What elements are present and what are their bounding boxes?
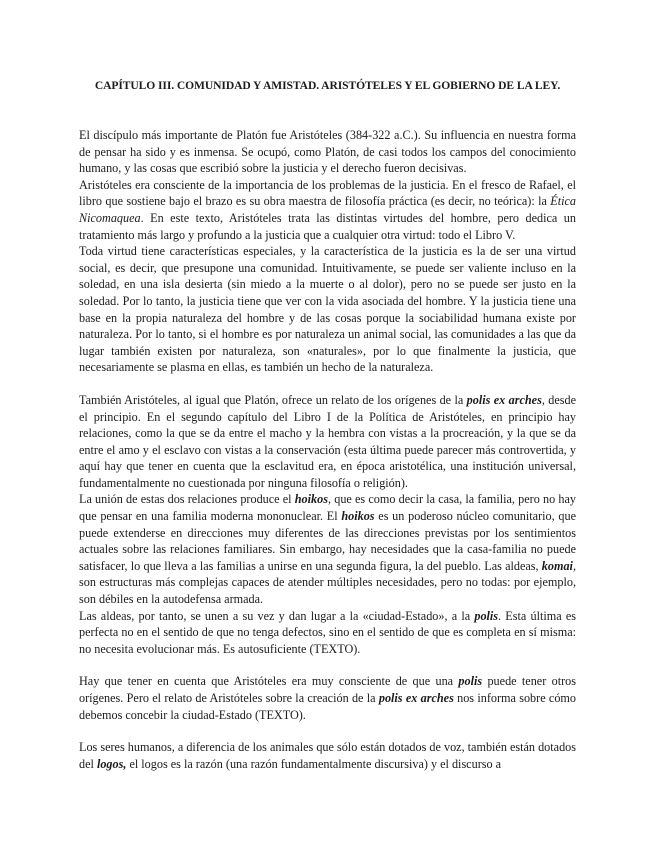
- paragraph-spacer: [79, 723, 576, 739]
- paragraph: Toda virtud tiene características especiales, y la característica de la justicia es la de ser una virtud social, es decir, que presupone una comunidad. Intuitivamente, se puede ser valiente incluso en la soledad, en una isla desierta (sin miedo a la muerte o al dolor), pero no se puede ser justo en la soledad. Por lo tanto, la justicia tiene que ver con la vida asociada del hombre. Y la justicia tiene una base en la propia naturaleza del hombre y de las cosas porque la sociabilidad humana existe por naturaleza. Por lo tanto, si el hombre es por naturaleza un animal social, las comunidades a las que da lugar también existen por naturaleza, son «naturales», por lo que finalmente la justicia, que necesariamente se plasma en ellas, es también un hecho de la naturaleza.: [79, 244, 576, 375]
- paragraph: También Aristóteles, al igual que Platón, ofrece un relato de los orígenes de la polis ex arches, desde el principio. En el segundo capítulo del Libro I de la Política de Aristóteles, en principio hay relaciones, como la que se da entre el macho y la hembra con vistas a la procreación, y la que se da entre el amo y el esclavo con vistas a la conservación (esta última puede parecer más controvertida, y aquí hay que tener en cuenta que la esclavitud era, en época aristotélica, una institución universal, fundamentalmente no cuestionada por ninguna filosofía o religión).: [79, 392, 577, 490]
- paragraph-spacer: [79, 376, 576, 392]
- paragraph: Las aldeas, por tanto, se unen a su vez y dan lugar a la «ciudad-Estado», a la polis. Esta última es perfecta no en el sentido de que no tenga defectos, sino en el sentido de que es completa en sí misma: no necesita evolucionar más. Es autosuficiente (TEXTO).: [79, 608, 576, 656]
- paragraph: Los seres humanos, a diferencia de los animales que sólo están dotados de voz, también están dotados del logos, el logos es la razón (una razón fundamentalmente discursiva) y el discurso a: [79, 740, 576, 771]
- document-body: [79, 127, 576, 772]
- paragraph-spacer: [79, 657, 576, 673]
- emphasis-term: hoikos: [341, 509, 375, 524]
- paragraph: El discípulo más importante de Platón fue Aristóteles (384-322 a.C.). Su influencia en nuestra forma de pensar ha sido y es inmensa. Se ocupó, como Platón, de casi todos los campos del conocimiento humano, y las cosas que escribió sobre la justicia y el derecho fueron decisivas.: [79, 128, 576, 176]
- paragraph: Aristóteles era consciente de la importancia de los problemas de la justicia. En el fresco de Rafael, el libro que sostiene bajo el brazo es su obra maestra de filosofía práctica (es decir, no teórica): la Ética Nicomaquea. En este texto, Aristóteles trata las distintas virtudes del hombre, pero dedica un tratamiento más largo y profundo a la justicia que a cualquier otra virtud: todo el Libro V.: [79, 177, 576, 242]
- emphasis-term: logos,: [96, 756, 127, 771]
- chapter-title: CAPÍTULO III. COMUNIDAD Y AMISTAD. ARISTÓTELES Y EL GOBIERNO DE LA LEY.: [94, 79, 561, 92]
- paragraph: La unión de estas dos relaciones produce el hoikos, que es como decir la casa, la familia, pero no hay que pensar en una familia moderna mononuclear. El hoikos es un poderoso núcleo comunitario, que puede extenderse en direcciones muy diferentes de las direcciones previstas por los sentimientos actuales sobre las relaciones familiares. Sin embargo, hay necesidades que la casa-familia no puede satisfacer, lo que lleva a las familias a unirse en una segunda figura, la del pueblo. Las aldeas, komai, son estructuras más complejas capaces de atender múltiples necesidades, pero no todas: por ejemplo, son débiles en la autodefensa armada.: [79, 492, 577, 607]
- emphasis-term: komai: [541, 558, 573, 573]
- book-title: Ética Nicomaquea: [79, 194, 576, 225]
- emphasis-term: polis ex arches: [466, 392, 542, 407]
- emphasis-term: polis ex arches: [378, 691, 454, 705]
- paragraph: Hay que tener en cuenta que Aristóteles era muy consciente de que una polis puede tener otros orígenes. Pero el relato de Aristóteles sobre la creación de la polis ex arches nos informa sobre cómo debemos concebir la ciudad-Estado (TEXTO).: [79, 674, 576, 722]
- emphasis-term: polis: [474, 608, 499, 623]
- emphasis-term: hoikos: [294, 492, 328, 507]
- emphasis-term: polis: [458, 674, 483, 689]
